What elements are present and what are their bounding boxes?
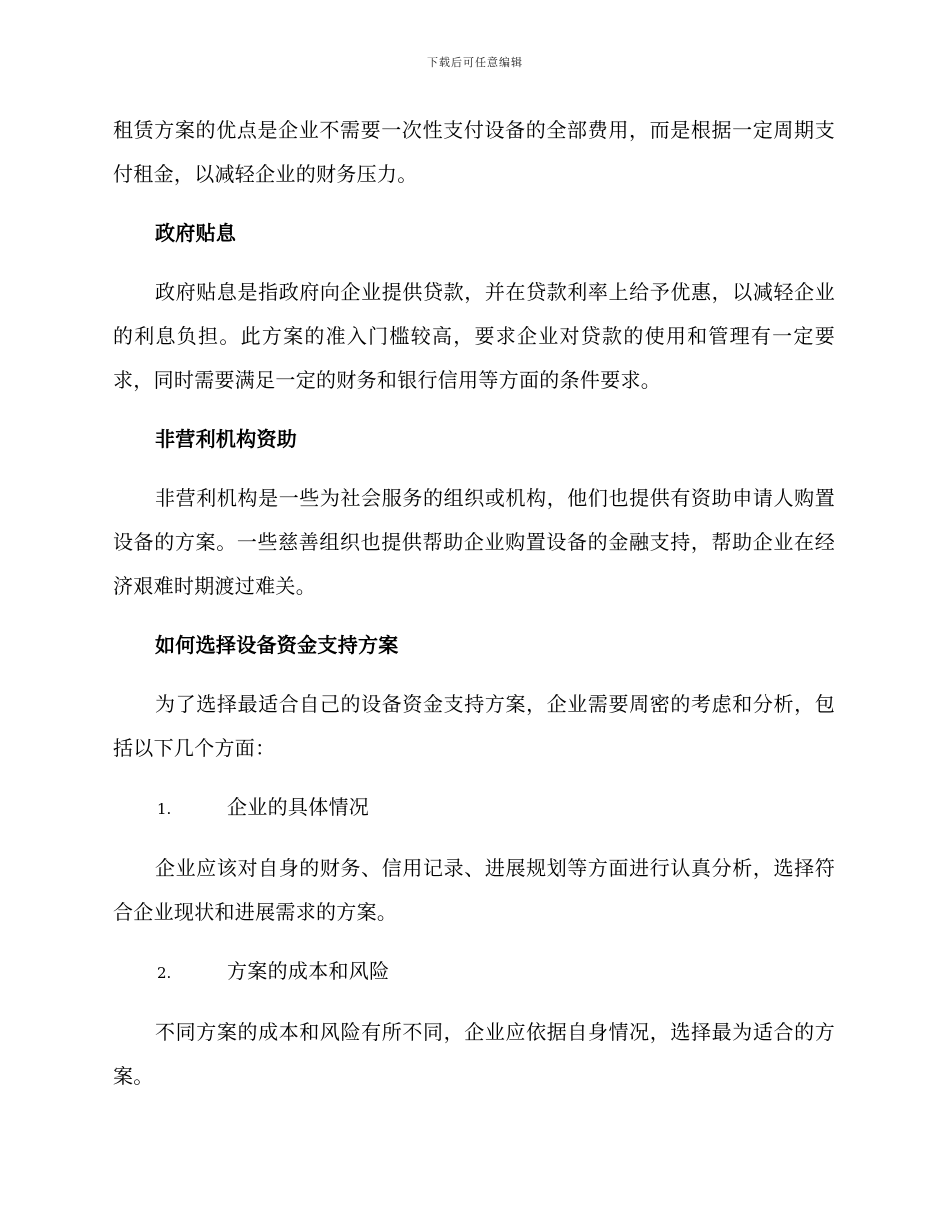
list-number: 2. [157, 964, 172, 982]
document-body [113, 108, 835, 1113]
paragraph-leasing-advantage: 租赁方案的优点是企业不需要一次性支付设备的全部费用，而是根据一定周期支付租金，以减轻企业的财务压力。 [113, 118, 835, 186]
paragraph-how-to-choose: 为了选择最适合自己的设备资金支持方案，企业需要周密的考虑和分析，包括以下几个方面： [113, 692, 835, 760]
heading-nonprofit-funding: 非营利机构资助 [155, 427, 298, 451]
list-item-text: 方案的成本和风险 [227, 959, 390, 983]
paragraph-government-subsidy: 政府贴息是指政府向企业提供贷款，并在贷款利率上给予优惠，以减轻企业的利息负担。此方案的准入门槛较高，要求企业对贷款的使用和管理有一定要求，同时需要满足一定的财务和银行信用等方面的条件要求。 [113, 280, 835, 392]
list-number: 1. [157, 800, 172, 818]
page-header: 下载后可任意编辑 [427, 56, 523, 69]
heading-government-subsidy: 政府贴息 [155, 221, 237, 245]
list-item-text: 企业的具体情况 [227, 795, 370, 819]
list-item [113, 949, 835, 995]
paragraph-nonprofit-funding: 非营利机构是一些为社会服务的组织或机构，他们也提供有资助申请人购置设备的方案。一些慈善组织也提供帮助企业购置设备的金融支持，帮助企业在经济艰难时期渡过难关。 [113, 486, 835, 598]
list-item [113, 785, 835, 831]
paragraph-cost-and-risk: 不同方案的成本和风险有所不同，企业应依据自身情况，选择最为适合的方案。 [113, 1020, 835, 1088]
heading-how-to-choose: 如何选择设备资金支持方案 [155, 633, 399, 657]
paragraph-company-situation: 企业应该对自身的财务、信用记录、进展规划等方面进行认真分析，选择符合企业现状和进展需求的方案。 [113, 856, 835, 924]
